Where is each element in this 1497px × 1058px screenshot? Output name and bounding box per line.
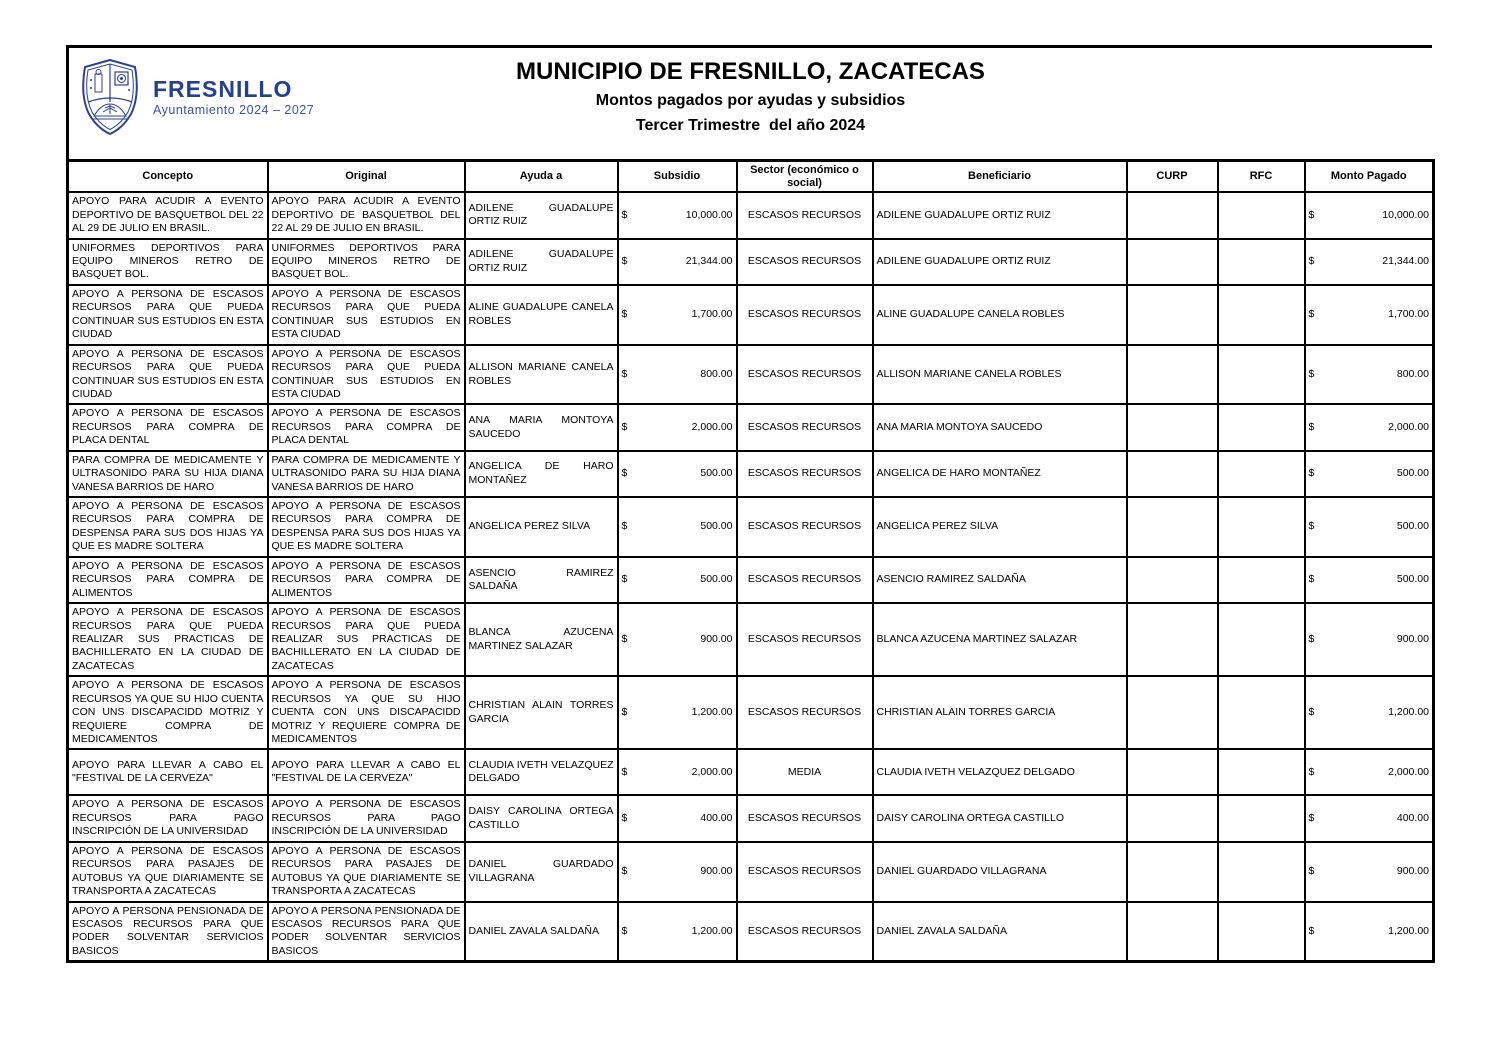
curp-cell — [1127, 285, 1218, 345]
rfc-cell — [1218, 404, 1305, 450]
monto-pagado-cell — [1305, 192, 1434, 238]
original-cell: APOYO A PERSONA DE ESCASOS RECURSOS PARA PASAJES DE AUTOBUS YA QUE DIARIAMENTE SE TRANSPORTA A ZACATECAS — [268, 842, 465, 902]
subsidio-cell — [618, 404, 737, 450]
monto-pagado-cell-amount: 900.00 — [1396, 864, 1429, 877]
currency-symbol: $ — [1308, 367, 1315, 380]
original-cell: UNIFORMES DEPORTIVOS PARA EQUIPO MINEROS RETRO DE BASQUET BOL. — [268, 239, 465, 285]
municipality-logo — [77, 58, 314, 136]
monto-pagado-cell-amount: 21,344.00 — [1382, 255, 1429, 268]
currency-symbol: $ — [1308, 864, 1315, 877]
concepto-cell: APOYO A PERSONA DE ESCASOS RECURSOS YA QUE SU HIJO CUENTA CON UNS DISCAPACIDD MOTRIZ Y REQUIERE COMPRA DE MEDICAMENTOS — [68, 676, 268, 749]
subsidio-cell — [618, 239, 737, 285]
monto-pagado-cell-amount: 2,000.00 — [1388, 765, 1429, 778]
page-subtitle: Montos pagados por ayudas y subsidios — [595, 91, 906, 109]
col-header-rfc: RFC — [1218, 161, 1305, 193]
monto-pagado-cell — [1305, 404, 1434, 450]
concepto-cell: APOYO PARA ACUDIR A EVENTO DEPORTIVO DE BASQUETBOL DEL 22 AL 29 DE JULIO EN BRASIL. — [68, 192, 268, 238]
beneficiario-cell: ANGELICA PEREZ SILVA — [873, 497, 1127, 557]
beneficiario-cell: DANIEL ZAVALA SALDAÑA — [873, 902, 1127, 962]
currency-symbol: $ — [621, 573, 628, 586]
currency-symbol: $ — [621, 706, 628, 719]
subsidio-cell-amount: 900.00 — [700, 864, 733, 877]
beneficiario-cell: CHRISTIAN ALAIN TORRES GARCIA — [873, 676, 1127, 749]
rfc-cell — [1218, 676, 1305, 749]
ayuda-a-cell: ANGELICA DE HARO MONTAÑEZ — [465, 451, 618, 497]
col-header-sector: Sector (económico o social) — [737, 161, 873, 193]
logo-text — [153, 77, 314, 117]
ayuda-a-cell: ANGELICA PEREZ SILVA — [465, 497, 618, 557]
concepto-cell: PARA COMPRA DE MEDICAMENTE Y ULTRASONIDO PARA SU HIJA DIANA VANESA BARRIOS DE HARO — [68, 451, 268, 497]
currency-symbol: $ — [621, 811, 628, 824]
rfc-cell — [1218, 557, 1305, 603]
monto-pagado-cell — [1305, 451, 1434, 497]
beneficiario-cell: BLANCA AZUCENA MARTINEZ SALAZAR — [873, 603, 1127, 676]
monto-pagado-cell — [1305, 902, 1434, 962]
subsidio-cell — [618, 497, 737, 557]
sector-cell: ESCASOS RECURSOS — [737, 239, 873, 285]
ayuda-a-cell: BLANCA AZUCENA MARTINEZ SALAZAR — [465, 603, 618, 676]
original-cell: APOYO A PERSONA DE ESCASOS RECURSOS PARA QUE PUEDA CONTINUAR SUS ESTUDIOS EN ESTA CIUDAD — [268, 345, 465, 405]
subsidio-cell — [618, 902, 737, 962]
subsidio-cell-amount: 2,000.00 — [691, 420, 733, 433]
logo-brand-name: FRESNILLO — [153, 75, 293, 102]
table-row — [68, 557, 1434, 603]
original-cell: APOYO A PERSONA DE ESCASOS RECURSOS PARA QUE PUEDA CONTINUAR SUS ESTUDIOS EN ESTA CIUDAD — [268, 285, 465, 345]
beneficiario-cell: CLAUDIA IVETH VELAZQUEZ DELGADO — [873, 749, 1127, 795]
monto-pagado-cell-amount: 800.00 — [1396, 367, 1429, 380]
ayuda-a-cell: CHRISTIAN ALAIN TORRES GARCIA — [465, 676, 618, 749]
concepto-cell: APOYO A PERSONA DE ESCASOS RECURSOS PARA PAGO INSCRIPCIÓN DE LA UNIVERSIDAD — [68, 795, 268, 841]
original-cell: PARA COMPRA DE MEDICAMENTE Y ULTRASONIDO PARA SU HIJA DIANA VANESA BARRIOS DE HARO — [268, 451, 465, 497]
currency-symbol: $ — [621, 308, 628, 321]
table-row — [68, 451, 1434, 497]
beneficiario-cell: ASENCIO RAMIREZ SALDAÑA — [873, 557, 1127, 603]
curp-cell — [1127, 404, 1218, 450]
sector-cell: ESCASOS RECURSOS — [737, 404, 873, 450]
beneficiario-cell: DANIEL GUARDADO VILLAGRANA — [873, 842, 1127, 902]
currency-symbol: $ — [621, 208, 628, 221]
col-header-beneficiario: Beneficiario — [873, 161, 1127, 193]
ayuda-a-cell: ADILENE GUADALUPE ORTIZ RUIZ — [465, 192, 618, 238]
subsidio-cell — [618, 192, 737, 238]
page-period: Tercer Trimestre del año 2024 — [635, 116, 866, 134]
original-cell: APOYO PARA ACUDIR A EVENTO DEPORTIVO DE BASQUETBOL DEL 22 AL 29 DE JULIO EN BRASIL. — [268, 192, 465, 238]
monto-pagado-cell — [1305, 749, 1434, 795]
ayuda-a-cell: DANIEL GUARDADO VILLAGRANA — [465, 842, 618, 902]
monto-pagado-cell-amount: 500.00 — [1396, 573, 1429, 586]
rfc-cell — [1218, 285, 1305, 345]
subsidies-table — [66, 159, 1435, 963]
subsidio-cell — [618, 676, 737, 749]
subsidio-cell — [618, 451, 737, 497]
monto-pagado-cell — [1305, 497, 1434, 557]
curp-cell — [1127, 497, 1218, 557]
monto-pagado-cell-amount: 900.00 — [1396, 632, 1429, 645]
sector-cell: ESCASOS RECURSOS — [737, 497, 873, 557]
subsidio-cell-amount: 500.00 — [700, 573, 733, 586]
subsidio-cell — [618, 285, 737, 345]
concepto-cell: APOYO A PERSONA PENSIONADA DE ESCASOS RECURSOS PARA QUE PODER SOLVENTAR SERVICIOS BASICOS — [68, 902, 268, 962]
table-row — [68, 497, 1434, 557]
currency-symbol: $ — [1308, 765, 1315, 778]
subsidio-cell — [618, 345, 737, 405]
monto-pagado-cell — [1305, 795, 1434, 841]
monto-pagado-cell — [1305, 285, 1434, 345]
original-cell: APOYO A PERSONA DE ESCASOS RECURSOS PARA PAGO INSCRIPCIÓN DE LA UNIVERSIDAD — [268, 795, 465, 841]
ayuda-a-cell: DAISY CAROLINA ORTEGA CASTILLO — [465, 795, 618, 841]
ayuda-a-cell: CLAUDIA IVETH VELAZQUEZ DELGADO — [465, 749, 618, 795]
document-sheet — [66, 45, 1432, 963]
currency-symbol: $ — [1308, 255, 1315, 268]
ayuda-a-cell: ADILENE GUADALUPE ORTIZ RUIZ — [465, 239, 618, 285]
beneficiario-cell: ALINE GUADALUPE CANELA ROBLES — [873, 285, 1127, 345]
table-row — [68, 192, 1434, 238]
col-header-monto-pagado: Monto Pagado — [1305, 161, 1434, 193]
table-row — [68, 795, 1434, 841]
monto-pagado-cell — [1305, 603, 1434, 676]
curp-cell — [1127, 902, 1218, 962]
sector-cell: MEDIA — [737, 749, 873, 795]
currency-symbol: $ — [1308, 573, 1315, 586]
concepto-cell: APOYO A PERSONA DE ESCASOS RECURSOS PARA QUE PUEDA CONTINUAR SUS ESTUDIOS EN ESTA CIUDAD — [68, 285, 268, 345]
currency-symbol: $ — [1308, 632, 1315, 645]
original-cell: APOYO A PERSONA DE ESCASOS RECURSOS PARA COMPRA DE DESPENSA PARA SUS DOS HIJAS YA QUE ES MADRE SOLTERA — [268, 497, 465, 557]
concepto-cell: APOYO A PERSONA DE ESCASOS RECURSOS PARA QUE PUEDA REALIZAR SUS PRACTICAS DE BACHILLERATO EN LA CIUDAD DE ZACATECAS — [68, 603, 268, 676]
curp-cell — [1127, 795, 1218, 841]
currency-symbol: $ — [1308, 208, 1315, 221]
table-row — [68, 902, 1434, 962]
rfc-cell — [1218, 345, 1305, 405]
curp-cell — [1127, 842, 1218, 902]
subsidio-cell-amount: 1,700.00 — [691, 308, 733, 321]
sector-cell: ESCASOS RECURSOS — [737, 192, 873, 238]
monto-pagado-cell-amount: 1,200.00 — [1388, 924, 1429, 937]
sector-cell: ESCASOS RECURSOS — [737, 557, 873, 603]
monto-pagado-cell-amount: 2,000.00 — [1388, 420, 1429, 433]
document-header — [66, 45, 1432, 159]
subsidio-cell-amount: 1,200.00 — [691, 706, 733, 719]
beneficiario-cell: ALLISON MARIANE CANELA ROBLES — [873, 345, 1127, 405]
concepto-cell: APOYO A PERSONA DE ESCASOS RECURSOS PARA PASAJES DE AUTOBUS YA QUE DIARIAMENTE SE TRANSPORTA A ZACATECAS — [68, 842, 268, 902]
currency-symbol: $ — [1308, 420, 1315, 433]
currency-symbol: $ — [1308, 467, 1315, 480]
table-row — [68, 345, 1434, 405]
monto-pagado-cell-amount: 500.00 — [1396, 520, 1429, 533]
subsidio-cell-amount: 900.00 — [700, 632, 733, 645]
currency-symbol: $ — [621, 924, 628, 937]
monto-pagado-cell — [1305, 842, 1434, 902]
monto-pagado-cell — [1305, 345, 1434, 405]
rfc-cell — [1218, 902, 1305, 962]
currency-symbol: $ — [621, 255, 628, 268]
rfc-cell — [1218, 192, 1305, 238]
monto-pagado-cell-amount: 400.00 — [1396, 811, 1429, 824]
original-cell: APOYO A PERSONA DE ESCASOS RECURSOS PARA COMPRA DE ALIMENTOS — [268, 557, 465, 603]
ayuda-a-cell: ANA MARIA MONTOYA SAUCEDO — [465, 404, 618, 450]
monto-pagado-cell-amount: 500.00 — [1396, 467, 1429, 480]
original-cell: APOYO A PERSONA DE ESCASOS RECURSOS PARA QUE PUEDA REALIZAR SUS PRACTICAS DE BACHILLERATO EN LA CIUDAD DE ZACATECAS — [268, 603, 465, 676]
subsidio-cell-amount: 2,000.00 — [691, 765, 733, 778]
ayuda-a-cell: ASENCIO RAMIREZ SALDAÑA — [465, 557, 618, 603]
rfc-cell — [1218, 497, 1305, 557]
currency-symbol: $ — [621, 765, 628, 778]
ayuda-a-cell: DANIEL ZAVALA SALDAÑA — [465, 902, 618, 962]
ayuda-a-cell: ALINE GUADALUPE CANELA ROBLES — [465, 285, 618, 345]
subsidio-cell-amount: 10,000.00 — [685, 208, 733, 221]
table-row — [68, 603, 1434, 676]
original-cell: APOYO A PERSONA DE ESCASOS RECURSOS PARA COMPRA DE PLACA DENTAL — [268, 404, 465, 450]
monto-pagado-cell-amount: 1,700.00 — [1388, 308, 1429, 321]
currency-symbol: $ — [1308, 924, 1315, 937]
sector-cell: ESCASOS RECURSOS — [737, 451, 873, 497]
sector-cell: ESCASOS RECURSOS — [737, 603, 873, 676]
concepto-cell: APOYO A PERSONA DE ESCASOS RECURSOS PARA COMPRA DE PLACA DENTAL — [68, 404, 268, 450]
currency-symbol: $ — [621, 420, 628, 433]
currency-symbol: $ — [621, 520, 628, 533]
table-row — [68, 749, 1434, 795]
table-header-row — [68, 161, 1434, 193]
currency-symbol: $ — [1308, 520, 1315, 533]
rfc-cell — [1218, 795, 1305, 841]
beneficiario-cell: ADILENE GUADALUPE ORTIZ RUIZ — [873, 192, 1127, 238]
monto-pagado-cell — [1305, 239, 1434, 285]
original-cell: APOYO PARA LLEVAR A CABO EL "FESTIVAL DE LA CERVEZA" — [268, 749, 465, 795]
col-header-concepto: Concepto — [68, 161, 268, 193]
sector-cell: ESCASOS RECURSOS — [737, 285, 873, 345]
beneficiario-cell: ANGELICA DE HARO MONTAÑEZ — [873, 451, 1127, 497]
subsidio-cell-amount: 1,200.00 — [691, 924, 733, 937]
col-header-original: Original — [268, 161, 465, 193]
curp-cell — [1127, 451, 1218, 497]
table-row — [68, 404, 1434, 450]
subsidio-cell-amount: 500.00 — [700, 520, 733, 533]
beneficiario-cell: DAISY CAROLINA ORTEGA CASTILLO — [873, 795, 1127, 841]
logo-term-label: Ayuntamiento 2024 – 2027 — [153, 103, 315, 118]
rfc-cell — [1218, 603, 1305, 676]
subsidio-cell — [618, 749, 737, 795]
sector-cell: ESCASOS RECURSOS — [737, 676, 873, 749]
subsidio-cell-amount: 500.00 — [700, 467, 733, 480]
curp-cell — [1127, 345, 1218, 405]
subsidio-cell — [618, 603, 737, 676]
rfc-cell — [1218, 451, 1305, 497]
beneficiario-cell: ADILENE GUADALUPE ORTIZ RUIZ — [873, 239, 1127, 285]
subsidio-cell — [618, 557, 737, 603]
currency-symbol: $ — [621, 632, 628, 645]
currency-symbol: $ — [1308, 308, 1315, 321]
curp-cell — [1127, 557, 1218, 603]
original-cell: APOYO A PERSONA PENSIONADA DE ESCASOS RECURSOS PARA QUE PODER SOLVENTAR SERVICIOS BASICOS — [268, 902, 465, 962]
sector-cell: ESCASOS RECURSOS — [737, 842, 873, 902]
concepto-cell: APOYO A PERSONA DE ESCASOS RECURSOS PARA QUE PUEDA CONTINUAR SUS ESTUDIOS EN ESTA CIUDAD — [68, 345, 268, 405]
table-row — [68, 676, 1434, 749]
page-title: MUNICIPIO DE FRESNILLO, ZACATECAS — [516, 58, 985, 85]
concepto-cell: APOYO A PERSONA DE ESCASOS RECURSOS PARA COMPRA DE ALIMENTOS — [68, 557, 268, 603]
concepto-cell: APOYO A PERSONA DE ESCASOS RECURSOS PARA COMPRA DE DESPENSA PARA SUS DOS HIJAS YA QUE ES MADRE SOLTERA — [68, 497, 268, 557]
fresnillo-crest-icon — [77, 58, 143, 136]
currency-symbol: $ — [1308, 706, 1315, 719]
currency-symbol: $ — [621, 467, 628, 480]
subsidio-cell-amount: 21,344.00 — [685, 255, 733, 268]
col-header-subsidio: Subsidio — [618, 161, 737, 193]
concepto-cell: APOYO PARA LLEVAR A CABO EL "FESTIVAL DE LA CERVEZA" — [68, 749, 268, 795]
beneficiario-cell: ANA MARIA MONTOYA SAUCEDO — [873, 404, 1127, 450]
concepto-cell: UNIFORMES DEPORTIVOS PARA EQUIPO MINEROS RETRO DE BASQUET BOL. — [68, 239, 268, 285]
curp-cell — [1127, 239, 1218, 285]
curp-cell — [1127, 603, 1218, 676]
subsidio-cell-amount: 800.00 — [700, 367, 733, 380]
curp-cell — [1127, 749, 1218, 795]
monto-pagado-cell-amount: 1,200.00 — [1388, 706, 1429, 719]
monto-pagado-cell — [1305, 557, 1434, 603]
table-row — [68, 285, 1434, 345]
rfc-cell — [1218, 239, 1305, 285]
subsidio-cell — [618, 795, 737, 841]
table-row — [68, 842, 1434, 902]
subsidio-cell-amount: 400.00 — [700, 811, 733, 824]
col-header-curp: CURP — [1127, 161, 1218, 193]
table-row — [68, 239, 1434, 285]
curp-cell — [1127, 676, 1218, 749]
ayuda-a-cell: ALLISON MARIANE CANELA ROBLES — [465, 345, 618, 405]
currency-symbol: $ — [621, 864, 628, 877]
currency-symbol: $ — [621, 367, 628, 380]
curp-cell — [1127, 192, 1218, 238]
sector-cell: ESCASOS RECURSOS — [737, 795, 873, 841]
subsidio-cell — [618, 842, 737, 902]
rfc-cell — [1218, 749, 1305, 795]
rfc-cell — [1218, 842, 1305, 902]
monto-pagado-cell-amount: 10,000.00 — [1382, 208, 1429, 221]
currency-symbol: $ — [1308, 811, 1315, 824]
monto-pagado-cell — [1305, 676, 1434, 749]
sector-cell: ESCASOS RECURSOS — [737, 902, 873, 962]
col-header-ayuda-a: Ayuda a — [465, 161, 618, 193]
original-cell: APOYO A PERSONA DE ESCASOS RECURSOS YA QUE SU HIJO CUENTA CON UNS DISCAPACIDD MOTRIZ Y REQUIERE COMPRA DE MEDICAMENTOS — [268, 676, 465, 749]
sector-cell: ESCASOS RECURSOS — [737, 345, 873, 405]
